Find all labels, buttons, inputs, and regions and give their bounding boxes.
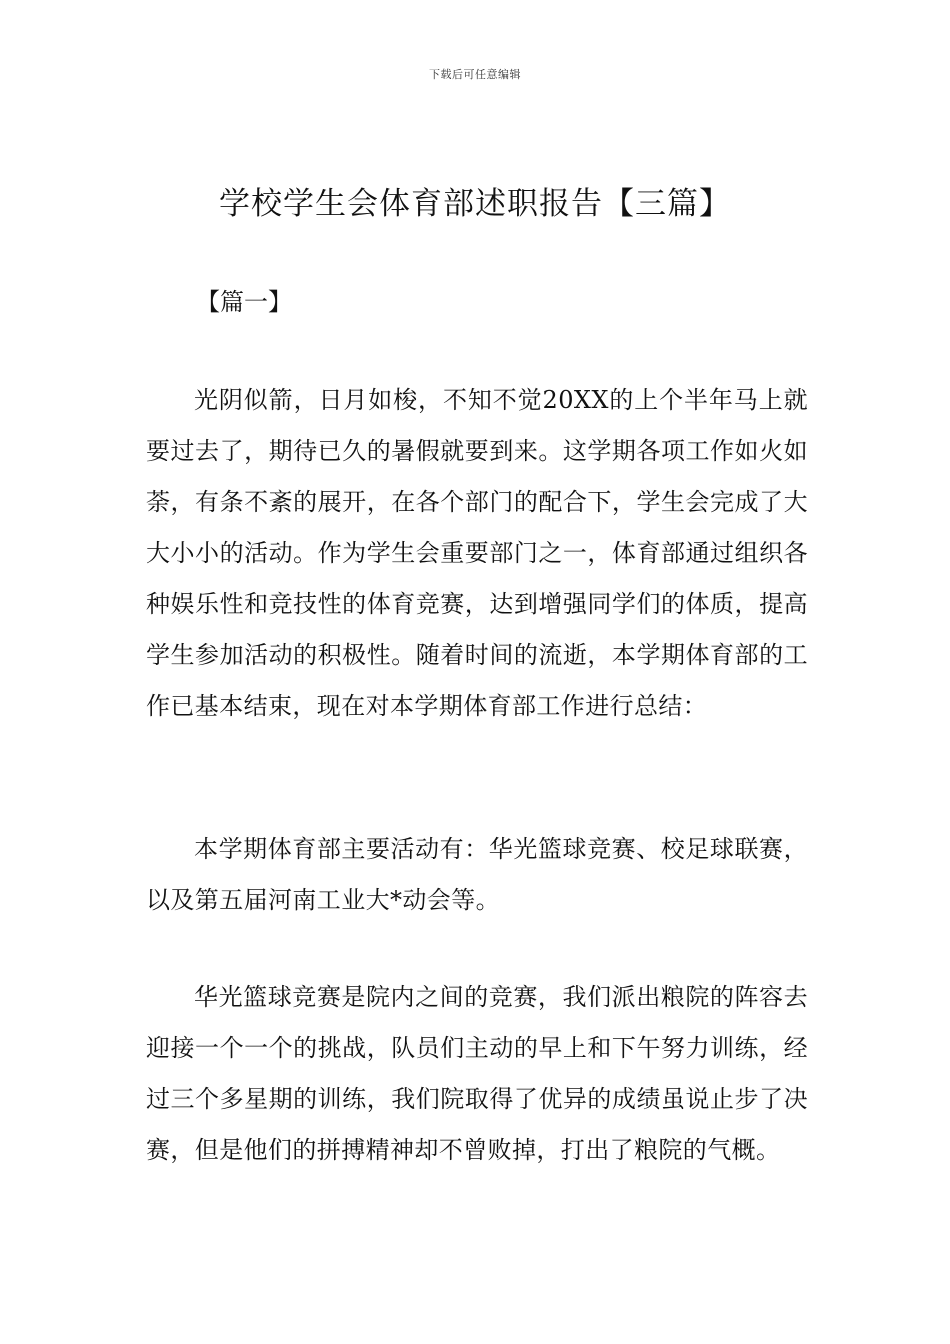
paragraph-1: 光阴似箭，日月如梭，不知不觉20XX的上个半年马上就要过去了，期待已久的暑假就要到来。这学期各项工作如火如荼，有条不紊的展开，在各个部门的配合下，学生会完成了大大小小的活动。作为学生会重要部门之一，体育部通过组织各种娱乐性和竞技性的体育竞赛，达到增强同学们的体质，提高学生参加活动的积极性。随着时间的流逝，本学期体育部的工作已基本结束，现在对本学期体育部工作进行总结： <box>146 386 808 720</box>
section-label: 【篇一】 <box>196 288 292 316</box>
header-note: 下载后可任意编辑 <box>429 68 521 81</box>
paragraph-2: 本学期体育部主要活动有：华光篮球竞赛、校足球联赛，以及第五届河南工业大*动会等。 <box>146 835 808 914</box>
document-title: 学校学生会体育部述职报告【三篇】 <box>219 186 731 222</box>
paragraph-3: 华光篮球竞赛是院内之间的竞赛，我们派出粮院的阵容去迎接一个一个的挑战，队员们主动的早上和下午努力训练，经过三个多星期的训练，我们院取得了优异的成绩虽说止步了决赛，但是他们的拼搏精神却不曾败掉，打出了粮院的气概。 <box>146 983 808 1164</box>
